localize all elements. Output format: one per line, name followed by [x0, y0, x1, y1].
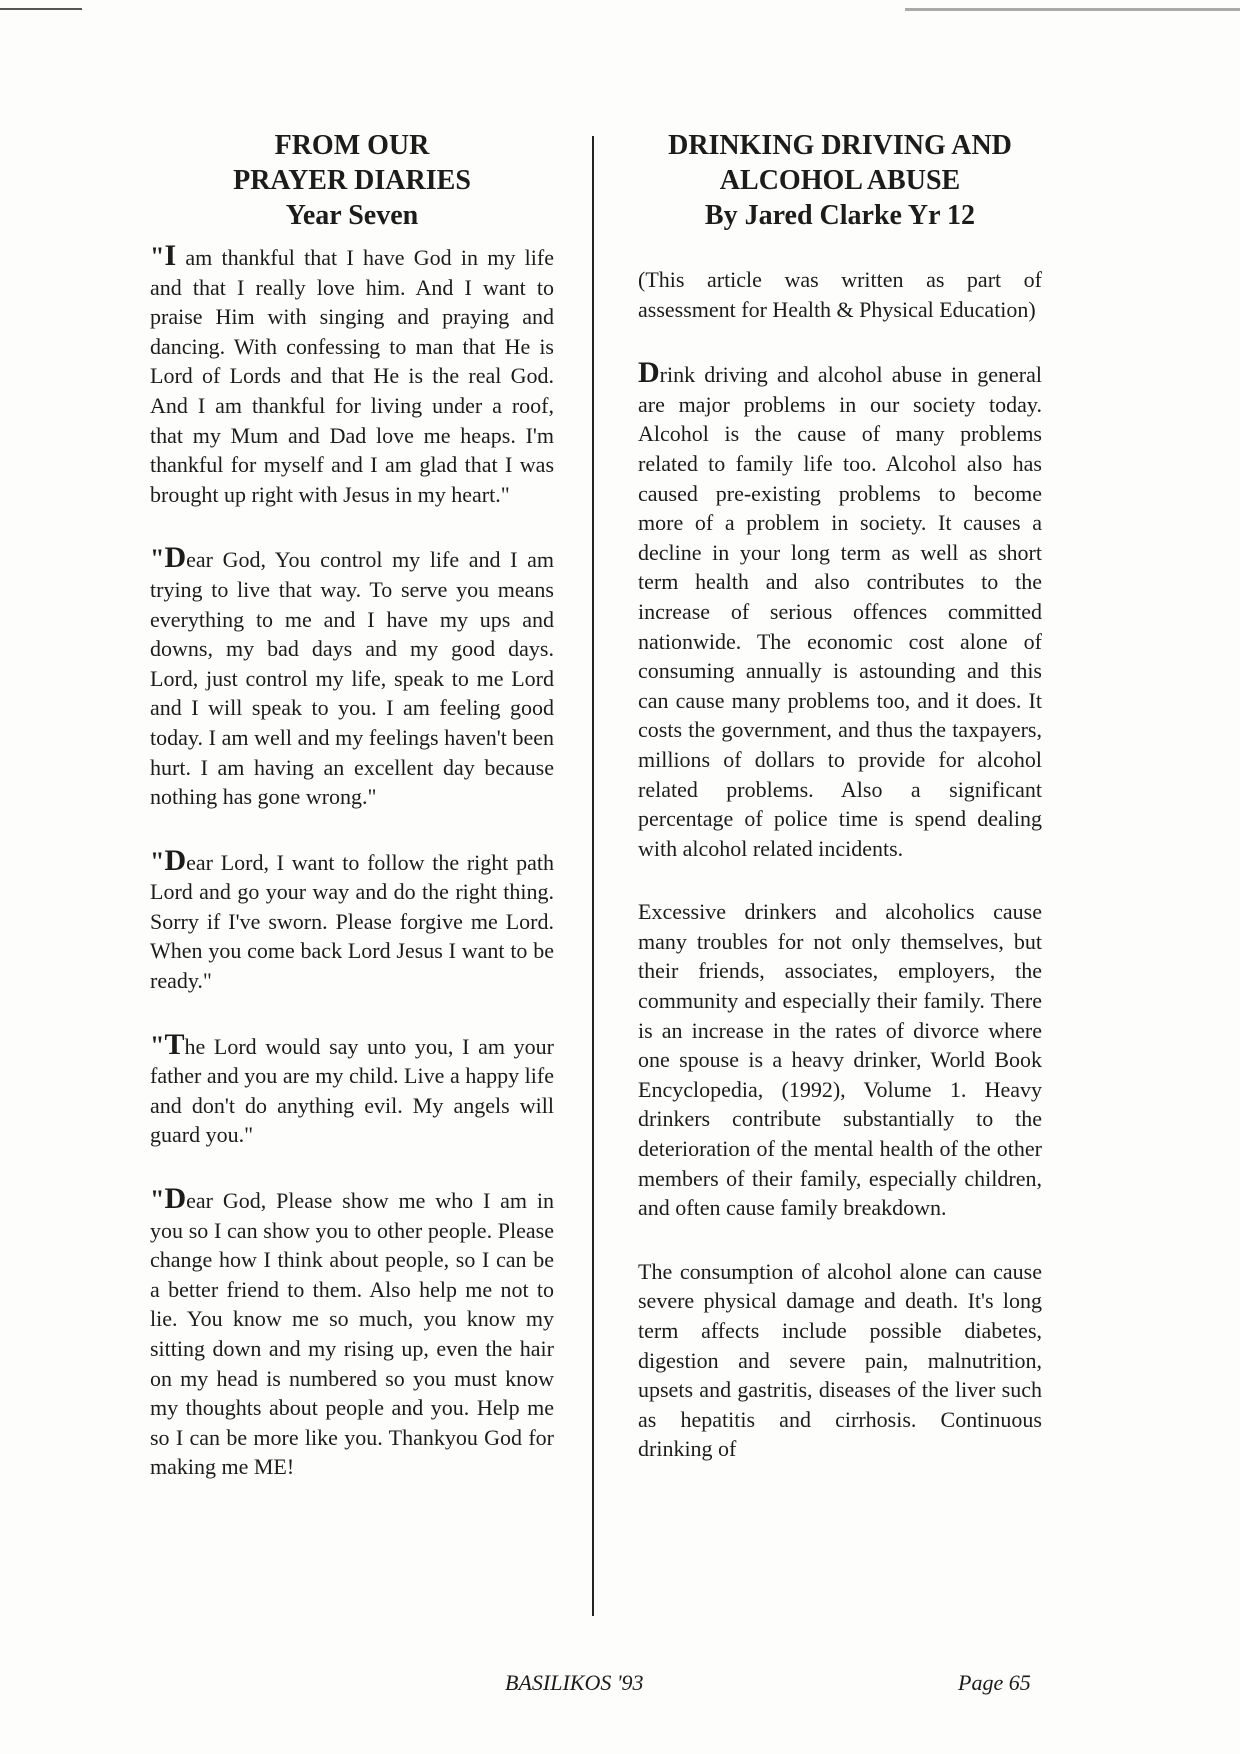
prayer-entry: "Dear God, Please show me who I am in you so I can show you to other people. Please change how I think about people, so I can be a better friend to them. Also help me not to lie. You know me so much, you know my sitting down and my rising up, even the hair on my head is numbered so you must know my thoughts about people and you. Help me so I can be more like you. Thankyou God for making me ME! — [150, 1182, 554, 1480]
article-paragraph: Drink driving and alcohol abuse in general are major problems in our society today. Alcohol is the cause of many problems related to family life too. Alcohol also has caused pre-existing problems to become more of a problem in society. It causes a decline in your long term as well as short term health and also contributes to the increase of serious offences committed nationwide. The economic cost alone of consuming annually is astounding and this can cause many problems too, and it does. It costs the government, and thus the taxpayers, millions of dollars to provide for alcohol related problems. Also a significant percentage of police time is spend dealing with alcohol related incidents. — [638, 356, 1042, 861]
article-paragraph: Excessive drinkers and alcoholics cause many troubles for not only themselves, but their friends, associates, employers, the community and especially their family. There is an increase in the rates of divorce where one spouse is a heavy drinker, World Book Encyclopedia, (1992), Volume 1. Heavy drinkers contribute substantially to the deterioration of the mental health of the other members of their family, especially children, and often cause family breakdown. — [638, 899, 1042, 1221]
article-paragraph: The consumption of alcohol alone can cause severe physical damage and death. It's long term affects include possible diabetes, digestion and severe pain, malnutrition, upsets and gastritis, diseases of the liver such as hepatitis and cirrhosis. Continuous drinking of — [638, 1258, 1042, 1462]
scan-edge-line-right — [905, 8, 1240, 11]
heading-line-2: PRAYER DIARIES — [233, 165, 471, 196]
heading-line-1: FROM OUR — [274, 130, 430, 161]
article-intro: (This article was written as part of assessment for Health & Physical Education) — [638, 267, 1042, 322]
footer-page-number: Page 65 — [958, 1670, 1031, 1695]
prayer-entry: "Dear Lord, I want to follow the right path Lord and go your way and do the right thing. Sorry if I've sworn. Please forgive me Lord. When you come back Lord Jesus I want to be ready." — [150, 843, 554, 994]
heading-line-3: Year Seven — [285, 200, 419, 231]
scan-edge-line-left — [0, 8, 82, 10]
prayer-entry: "I am thankful that I have God in my life and that I really love him. And I want to praise Him with singing and praying and dancing. With confessing to man that He is Lord of Lords and that He is the real God. And I am thankful for living under a roof, that my Mum and Dad love me heaps. I'm thankful for myself and I am glad that I was brought up right with Jesus in my heart." — [150, 239, 554, 507]
heading-line-2: ALCOHOL ABUSE — [719, 165, 961, 196]
left-column — [150, 128, 554, 1516]
prayer-entry: "The Lord would say unto you, I am your father and you are my child. Live a happy life and don't do anything evil. My angels will guard you." — [150, 1027, 554, 1148]
right-column — [638, 128, 1042, 1498]
footer-publication: BASILIKOS '93 — [505, 1670, 644, 1695]
article-byline: By Jared Clarke Yr 12 — [704, 200, 976, 231]
prayer-diaries-heading — [150, 128, 554, 233]
article-heading — [638, 128, 1042, 233]
prayer-entry: "Dear God, You control my life and I am trying to live that way. To serve you means everything to me and I have my ups and downs, my bad days and my good days. Lord, just control my life, speak to me Lord and I will speak to you. I am feeling good today. I am well and my feelings haven't been hurt. I am having an excellent day because nothing has gone wrong." — [150, 541, 554, 810]
heading-line-1: DRINKING DRIVING AND — [668, 130, 1012, 161]
column-divider — [592, 136, 594, 1616]
